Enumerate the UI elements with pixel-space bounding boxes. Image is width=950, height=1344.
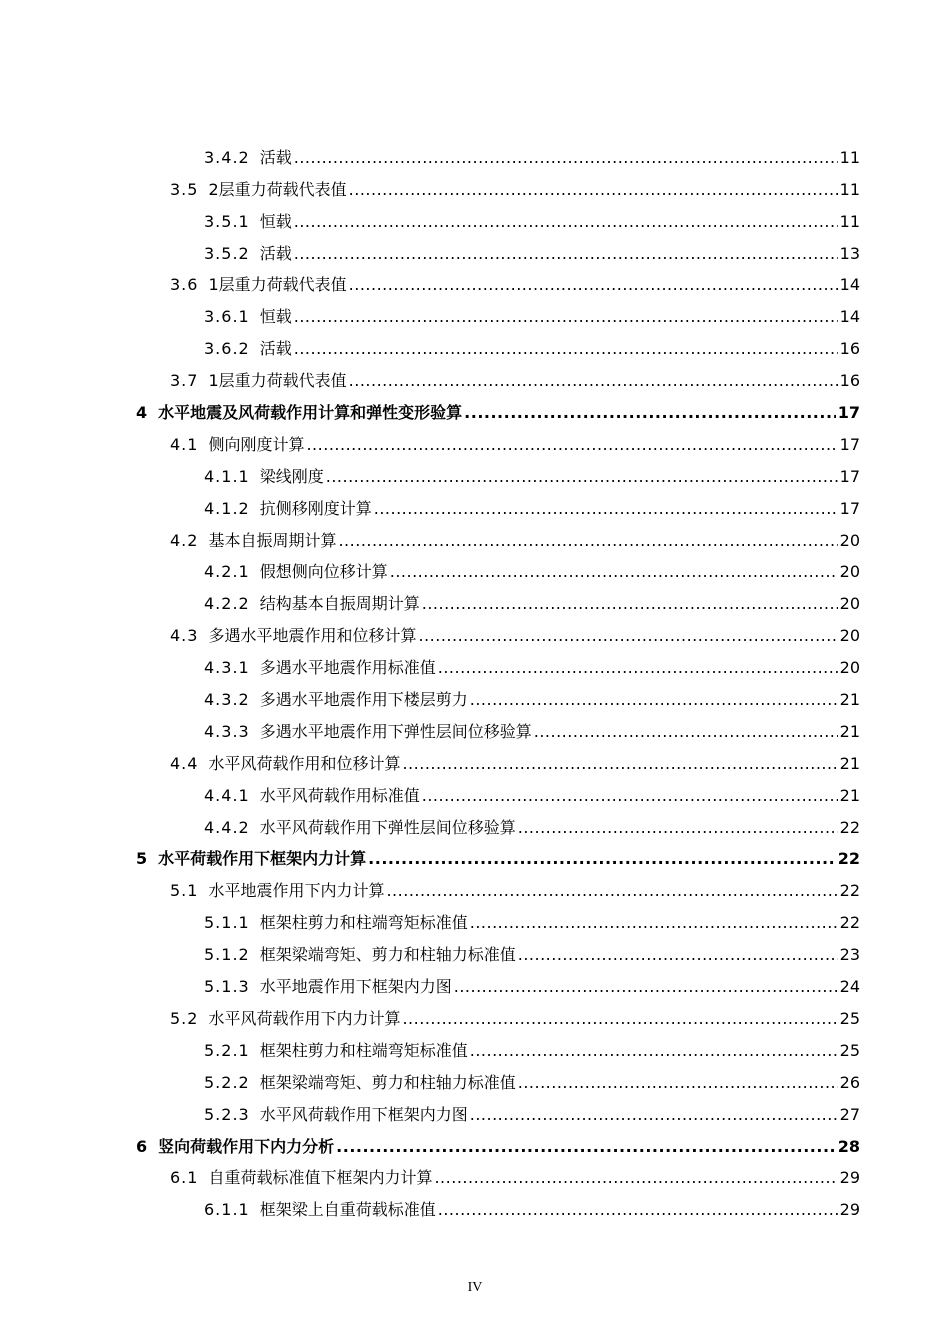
toc-entry-title: 竖向荷载作用下内力分析	[158, 1136, 335, 1156]
toc-entry[interactable]	[0, 168, 950, 200]
toc-dot-leader	[470, 1105, 838, 1125]
toc-entry-number: 3.5	[170, 179, 199, 199]
toc-dot-leader	[294, 339, 838, 359]
toc-entry-number: 5.2.2	[204, 1072, 250, 1092]
toc-entry-title: 水平风荷载作用和位移计算	[208, 753, 401, 773]
toc-entry-number: 4.3.1	[204, 658, 250, 678]
toc-entry-title: 水平风荷载作用下内力计算	[208, 1008, 401, 1028]
toc-entry[interactable]	[0, 965, 950, 997]
toc-entry-title: 结构基本自振周期计算	[259, 594, 420, 614]
toc-dot-leader	[349, 371, 838, 391]
toc-entry-number: 4.1.2	[204, 498, 250, 518]
toc-entry[interactable]	[0, 423, 950, 455]
toc-dot-leader	[470, 1041, 838, 1061]
toc-dot-leader	[518, 818, 838, 838]
toc-entry-page: 13	[839, 243, 860, 263]
toc-entry-page: 26	[839, 1072, 860, 1092]
toc-entry[interactable]	[0, 933, 950, 965]
toc-dot-leader	[534, 722, 838, 742]
toc-entry-page: 17	[839, 498, 860, 518]
toc-entry-number: 3.5.1	[204, 211, 250, 231]
toc-dot-leader	[294, 212, 838, 232]
toc-entry-title: 1层重力荷载代表值	[208, 371, 347, 391]
toc-entry-title: 框架柱剪力和柱端弯矩标准值	[259, 913, 468, 933]
toc-entry-page: 17	[837, 403, 860, 423]
toc-entry[interactable]	[0, 232, 950, 264]
toc-entry-number: 3.6.2	[204, 339, 250, 359]
toc-entry-page: 22	[837, 849, 860, 869]
toc-entry[interactable]	[0, 582, 950, 614]
toc-dot-leader	[374, 499, 838, 519]
toc-entry-title: 活载	[259, 339, 292, 359]
toc-entry-page: 22	[839, 913, 860, 933]
toc-dot-leader	[349, 180, 838, 200]
toc-entry-number: 4.1	[170, 434, 199, 454]
toc-entry[interactable]	[0, 614, 950, 646]
toc-entry[interactable]	[0, 1157, 950, 1189]
toc-entry-page: 14	[839, 275, 860, 295]
toc-entry-number: 5.1.3	[204, 977, 250, 997]
toc-dot-leader	[470, 913, 838, 933]
toc-entry-number: 5.2.3	[204, 1104, 250, 1124]
toc-entry-page: 17	[839, 466, 860, 486]
toc-entry-number: 5.1.1	[204, 913, 250, 933]
toc-entry-number: 3.5.2	[204, 243, 250, 263]
toc-entry-title: 水平地震及风荷载作用计算和弹性变形验算	[158, 403, 463, 423]
toc-entry[interactable]	[0, 774, 950, 806]
toc-entry-title: 水平荷载作用下框架内力计算	[158, 849, 367, 869]
toc-dot-leader	[454, 977, 838, 997]
toc-entry-title: 假想侧向位移计算	[259, 562, 388, 582]
toc-entry-page: 16	[839, 371, 860, 391]
toc-entry-title: 多遇水平地震作用标准值	[259, 658, 436, 678]
toc-entry-number: 4.3.2	[204, 690, 250, 710]
toc-entry[interactable]	[0, 678, 950, 710]
toc-entry-page: 11	[839, 211, 860, 231]
toc-entry-page: 28	[837, 1136, 860, 1156]
toc-entry-page: 24	[839, 977, 860, 997]
toc-entry-number: 4.4.2	[204, 817, 250, 837]
toc-dot-leader	[402, 1009, 837, 1029]
toc-entry-title: 框架梁端弯矩、剪力和柱轴力标准值	[259, 945, 516, 965]
toc-entry[interactable]	[0, 901, 950, 933]
toc-entry-page: 22	[839, 817, 860, 837]
toc-entry-title: 水平风荷载作用标准值	[259, 785, 420, 805]
toc-dot-leader	[390, 562, 838, 582]
toc-entry-number: 4.4.1	[204, 785, 250, 805]
toc-dot-leader	[326, 467, 838, 487]
toc-entry-title: 基本自振周期计算	[208, 530, 337, 550]
toc-entry-title: 框架梁端弯矩、剪力和柱轴力标准值	[259, 1072, 516, 1092]
toc-entry-page: 21	[839, 785, 860, 805]
toc-entry[interactable]	[0, 1093, 950, 1125]
toc-entry[interactable]	[0, 869, 950, 901]
toc-entry-number: 5	[136, 849, 149, 869]
toc-entry-title: 水平风荷载作用下框架内力图	[259, 1104, 468, 1124]
toc-entry[interactable]	[0, 1125, 950, 1157]
toc-entry-number: 4.2	[170, 530, 199, 550]
toc-entry-page: 20	[839, 594, 860, 614]
toc-entry[interactable]	[0, 742, 950, 774]
toc-entry-page: 16	[839, 339, 860, 359]
toc-entry-page: 21	[839, 690, 860, 710]
toc-entry[interactable]	[0, 200, 950, 232]
toc-entry-title: 多遇水平地震作用下弹性层间位移验算	[259, 721, 532, 741]
toc-entry-title: 自重荷载标准值下框架内力计算	[208, 1168, 433, 1188]
toc-entry-number: 4.4	[170, 753, 199, 773]
toc-entry-number: 3.6	[170, 275, 199, 295]
toc-entry[interactable]	[0, 359, 950, 391]
toc-dot-leader	[349, 275, 838, 295]
toc-entry-number: 6.1.1	[204, 1200, 250, 1220]
toc-entry-title: 多遇水平地震作用下楼层剪力	[259, 690, 468, 710]
toc-entry[interactable]	[0, 295, 950, 327]
toc-entry-number: 5.1.2	[204, 945, 250, 965]
toc-entry[interactable]	[0, 997, 950, 1029]
toc-entry-page: 27	[839, 1104, 860, 1124]
table-of-contents	[0, 136, 950, 1220]
toc-dot-leader	[368, 849, 836, 869]
toc-entry-title: 梁线刚度	[259, 466, 324, 486]
toc-entry[interactable]	[0, 136, 950, 168]
toc-entry-page: 20	[839, 530, 860, 550]
toc-dot-leader	[422, 786, 838, 806]
toc-entry-page: 29	[839, 1168, 860, 1188]
toc-entry[interactable]	[0, 1061, 950, 1093]
toc-entry[interactable]	[0, 806, 950, 838]
page-footer-number: IV	[467, 1280, 483, 1295]
toc-dot-leader	[402, 754, 837, 774]
toc-dot-leader	[386, 881, 837, 901]
toc-dot-leader	[518, 945, 838, 965]
toc-entry-page: 25	[839, 1040, 860, 1060]
toc-entry-title: 恒载	[259, 211, 292, 231]
toc-entry-page: 29	[839, 1200, 860, 1220]
toc-dot-leader	[438, 1200, 838, 1220]
toc-entry-page: 20	[839, 658, 860, 678]
toc-entry[interactable]	[0, 1188, 950, 1220]
toc-entry-title: 水平地震作用下框架内力图	[259, 977, 452, 997]
toc-entry-title: 活载	[259, 243, 292, 263]
toc-entry-title: 2层重力荷载代表值	[208, 179, 347, 199]
toc-entry-number: 3.7	[170, 371, 199, 391]
toc-dot-leader	[294, 307, 838, 327]
toc-entry-title: 恒载	[259, 307, 292, 327]
toc-dot-leader	[422, 594, 838, 614]
toc-entry-title: 水平风荷载作用下弹性层间位移验算	[259, 817, 516, 837]
toc-entry-number: 6.1	[170, 1168, 199, 1188]
toc-entry-page: 21	[839, 721, 860, 741]
toc-entry-page: 25	[839, 1008, 860, 1028]
toc-entry-number: 5.1	[170, 881, 199, 901]
toc-entry-title: 1层重力荷载代表值	[208, 275, 347, 295]
toc-entry[interactable]	[0, 519, 950, 551]
toc-entry-title: 侧向刚度计算	[208, 434, 305, 454]
toc-entry-title: 框架梁上自重荷载标准值	[259, 1200, 436, 1220]
toc-entry-page: 11	[839, 147, 860, 167]
toc-entry-page: 14	[839, 307, 860, 327]
toc-dot-leader	[294, 148, 838, 168]
toc-entry-page: 11	[839, 179, 860, 199]
toc-entry[interactable]	[0, 710, 950, 742]
toc-entry-page: 20	[839, 562, 860, 582]
toc-entry-page: 20	[839, 626, 860, 646]
toc-entry-number: 3.6.1	[204, 307, 250, 327]
toc-entry-number: 4.3.3	[204, 721, 250, 741]
toc-entry[interactable]	[0, 1029, 950, 1061]
toc-entry-page: 23	[839, 945, 860, 965]
toc-entry[interactable]	[0, 551, 950, 583]
toc-entry-page: 17	[839, 434, 860, 454]
toc-dot-leader	[470, 690, 838, 710]
toc-entry[interactable]	[0, 838, 950, 870]
toc-entry[interactable]	[0, 487, 950, 519]
toc-entry-title: 水平地震作用下内力计算	[208, 881, 385, 901]
toc-entry-title: 抗侧移刚度计算	[259, 498, 372, 518]
toc-entry[interactable]	[0, 646, 950, 678]
toc-dot-leader	[518, 1073, 838, 1093]
toc-entry[interactable]	[0, 327, 950, 359]
toc-entry-number: 3.4.2	[204, 147, 250, 167]
toc-entry-number: 5.2.1	[204, 1040, 250, 1060]
toc-entry-number: 4	[136, 403, 149, 423]
toc-entry-number: 6	[136, 1136, 149, 1156]
toc-dot-leader	[434, 1168, 837, 1188]
toc-dot-leader	[294, 244, 838, 264]
toc-dot-leader	[338, 531, 837, 551]
toc-dot-leader	[464, 403, 836, 423]
toc-dot-leader	[438, 658, 838, 678]
toc-dot-leader	[336, 1137, 836, 1157]
toc-entry-number: 4.2.1	[204, 562, 250, 582]
toc-entry-page: 21	[839, 753, 860, 773]
toc-entry-title: 多遇水平地震作用和位移计算	[208, 626, 417, 646]
toc-entry-number: 4.3	[170, 626, 199, 646]
toc-entry-page: 22	[839, 881, 860, 901]
toc-dot-leader	[306, 435, 837, 455]
toc-entry-number: 4.2.2	[204, 594, 250, 614]
toc-entry[interactable]	[0, 264, 950, 296]
toc-entry-title: 活载	[259, 147, 292, 167]
toc-entry-title: 框架柱剪力和柱端弯矩标准值	[259, 1040, 468, 1060]
toc-dot-leader	[418, 626, 837, 646]
toc-entry[interactable]	[0, 391, 950, 423]
toc-entry-number: 4.1.1	[204, 466, 250, 486]
toc-entry-number: 5.2	[170, 1008, 199, 1028]
toc-entry[interactable]	[0, 455, 950, 487]
